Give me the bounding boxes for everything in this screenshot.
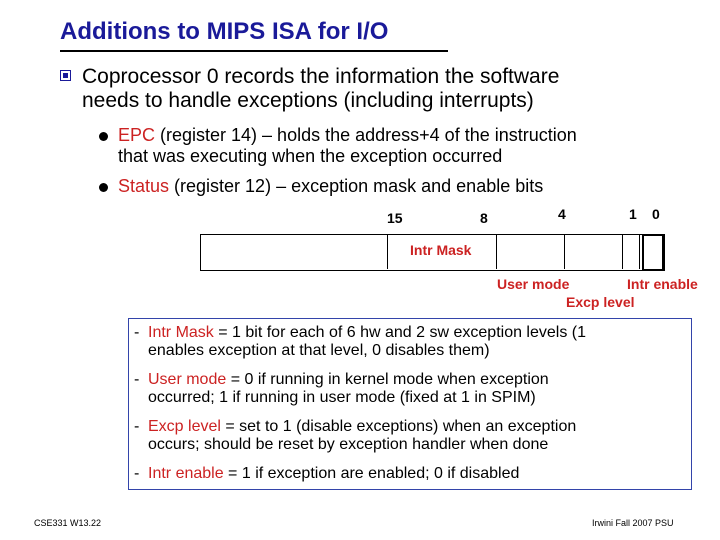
title-underline (60, 50, 448, 52)
note-dash: - (134, 324, 140, 341)
note-excp-level (148, 418, 576, 454)
note-dash: - (134, 418, 140, 435)
field-label-excp-level: Excp level (566, 294, 635, 310)
round-bullet-icon (99, 132, 108, 141)
register-divider (622, 235, 623, 269)
note-desc-line-2: occurs; should be reset by exception handler when done (148, 436, 549, 453)
sub-bullet-status (118, 176, 543, 197)
sub-bullet-epc (118, 125, 577, 167)
note-desc: = 0 if running in kernel mode when exception (226, 371, 549, 388)
epc-term: EPC (118, 125, 156, 145)
note-desc: = set to 1 (disable exceptions) when an exception (220, 418, 577, 435)
square-bullet-icon (60, 70, 71, 81)
bit-label-4: 4 (558, 206, 566, 222)
bit-label-15: 15 (387, 210, 403, 226)
note-desc-line-2: occurred; 1 if running in user mode (fixed at 1 in SPIM) (148, 389, 536, 406)
note-user-mode (148, 371, 549, 407)
intr-enable-bit-cell (642, 234, 664, 271)
bit-label-1: 1 (629, 206, 637, 222)
field-label-intr-mask: Intr Mask (410, 242, 472, 258)
round-bullet-icon (99, 183, 108, 192)
note-desc: = 1 if exception are enabled; 0 if disabled (223, 465, 520, 482)
field-label-user-mode: User mode (497, 276, 570, 292)
slide-title: Additions to MIPS ISA for I/O (60, 18, 389, 45)
bit-label-8: 8 (480, 210, 488, 226)
register-divider (639, 235, 640, 269)
note-intr-enable (148, 465, 519, 483)
bit-label-0: 0 (652, 206, 660, 222)
note-desc-line-2: enables exception at that level, 0 disables them) (148, 342, 490, 359)
status-desc: (register 12) – exception mask and enable bits (169, 176, 544, 196)
note-term: Excp level (148, 418, 221, 435)
main-bullet-line-2: needs to handle exceptions (including interrupts) (82, 89, 534, 112)
register-divider (564, 235, 565, 269)
status-term: Status (118, 176, 170, 196)
note-desc: = 1 bit for each of 6 hw and 2 sw exception levels (1 (213, 324, 587, 341)
note-term: Intr Mask (148, 324, 214, 341)
note-intr-mask (148, 324, 586, 360)
register-divider (387, 235, 388, 269)
epc-desc-line-2: that was executing when the exception occurred (118, 146, 503, 166)
note-term: User mode (148, 371, 227, 388)
note-dash: - (134, 371, 140, 388)
note-dash: - (134, 465, 140, 482)
field-label-intr-enable: Intr enable (627, 276, 698, 292)
register-divider (496, 235, 497, 269)
footer-course: CSE331 W13.22 (34, 518, 102, 528)
main-bullet-line-1: Coprocessor 0 records the information the software (82, 65, 560, 88)
note-term: Intr enable (148, 465, 224, 482)
main-bullet-text (82, 65, 559, 113)
footer-author: Irwinі Fall 2007 PSU (592, 518, 674, 528)
epc-desc: (register 14) – holds the address+4 of the instruction (155, 125, 577, 145)
